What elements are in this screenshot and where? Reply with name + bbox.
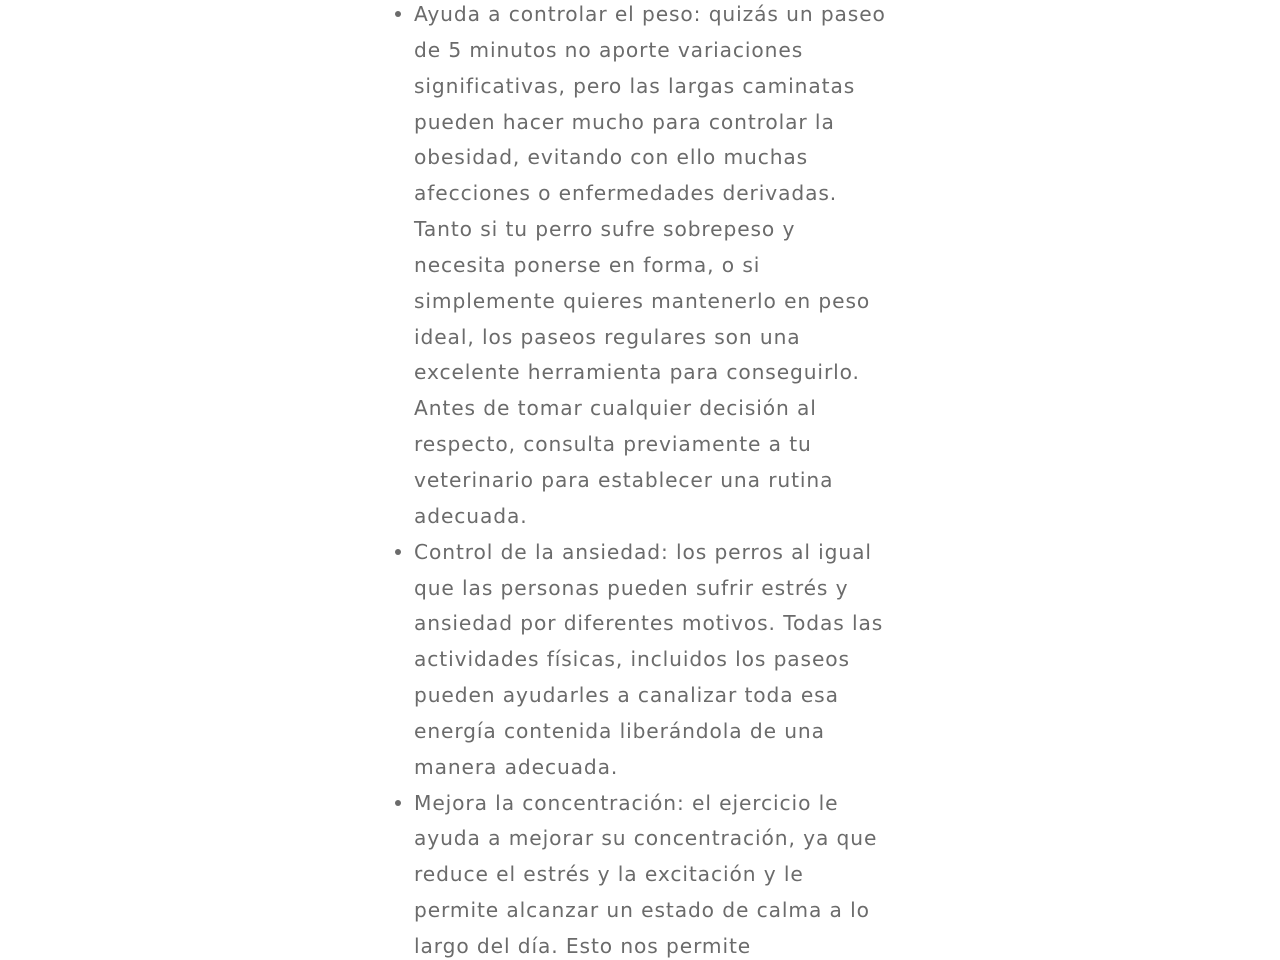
- list-item-anxiety-control: [394, 535, 894, 786]
- benefits-list: [394, 0, 894, 960]
- list-item-text: Control de la ansiedad: los perros al igual que las personas pueden sufrir estrés y ansiedad por diferentes motivos. Todas las actividades físicas, incluidos los paseos pueden ayudarles a canalizar toda esa energía contenida liberándola de una manera adecuada.: [414, 539, 884, 779]
- list-item-text: Ayuda a controlar el peso: quizás un paseo de 5 minutos no aporte variaciones significativas, pero las largas caminatas pueden hacer mucho para controlar la obesidad, evitando con ello muchas afecciones o enfermedades derivadas. Tanto si tu perro sufre sobrepeso y necesita ponerse en forma, o si simplemente quieres mantenerlo en peso ideal, los paseos regulares son una excelente herramienta para conseguirlo. Antes de tomar cualquier decisión al respecto, consulta previamente a tu veterinario para establecer una rutina adecuada.: [414, 2, 886, 528]
- list-item-text: Mejora la concentración: el ejercicio le ayuda a mejorar su concentración, ya que reduce el estrés y la excitación y le permite alcanzar un estado de calma a lo largo del día. Esto nos permite: [414, 790, 878, 958]
- bullet-icon: [395, 800, 401, 806]
- list-item-concentration: [394, 786, 894, 960]
- bullet-icon: [395, 549, 401, 555]
- bullet-icon: [395, 11, 401, 17]
- list-item-weight-control: [394, 0, 894, 535]
